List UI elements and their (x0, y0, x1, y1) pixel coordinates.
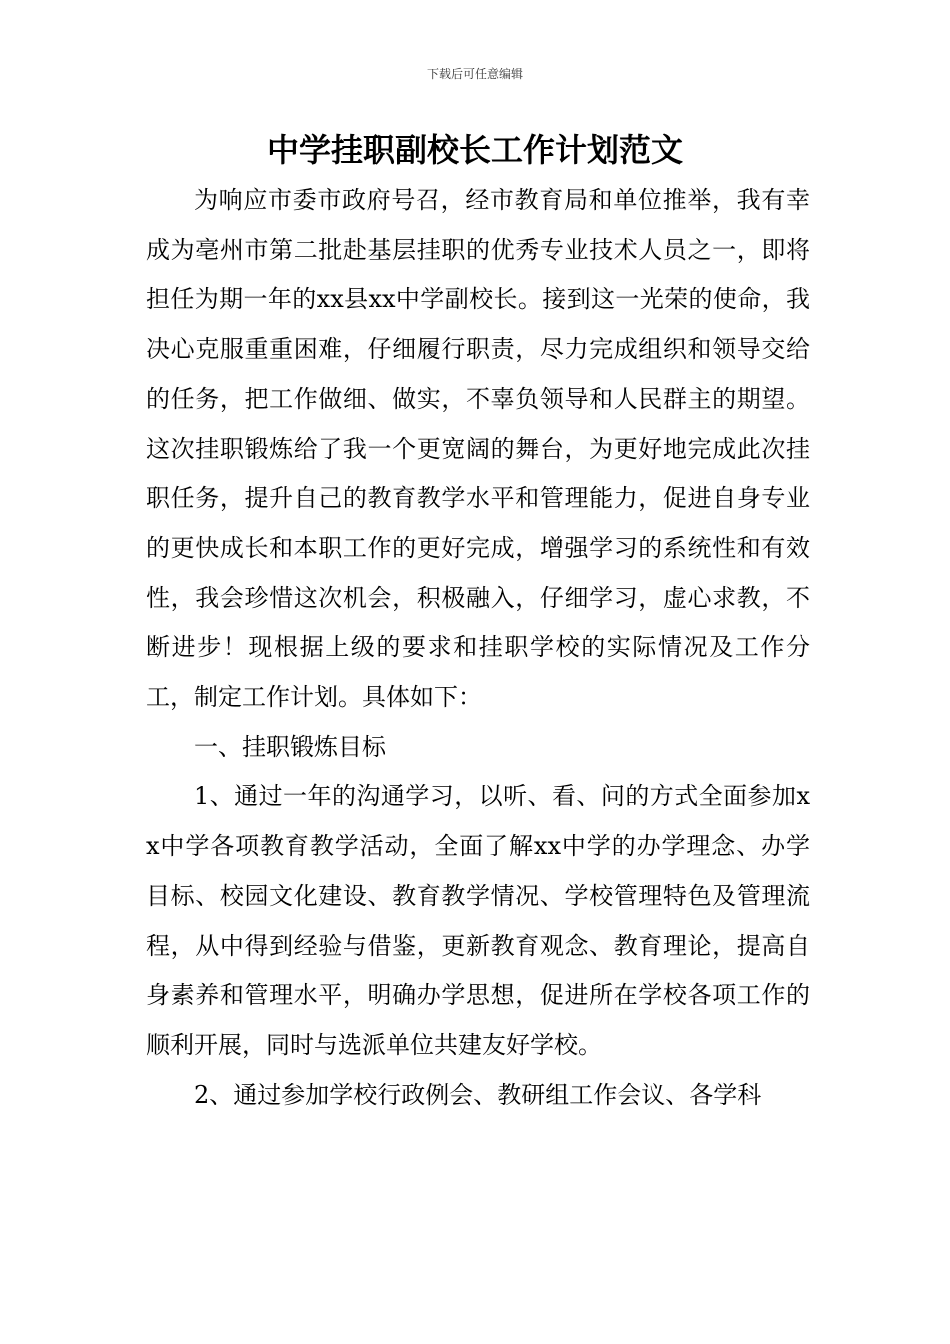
document-body (146, 176, 810, 1120)
paragraph-intro: 为响应市委市政府号召，经市教育局和单位推举，我有幸成为亳州市第二批赴基层挂职的优秀专业技术人员之一，即将担任为期一年的xx县xx中学副校长。接到这一光荣的使命，我决心克服重重困难，仔细履行职责，尽力完成组织和领导交给的任务，把工作做细、做实，不辜负领导和人民群主的期望。这次挂职锻炼给了我一个更宽阔的舞台，为更好地完成此次挂职任务，提升自己的教育教学水平和管理能力，促进自身专业的更快成长和本职工作的更好完成，增强学习的系统性和有效性，我会珍惜这次机会，积极融入，仔细学习，虚心求教，不断进步！现根据上级的要求和挂职学校的实际情况及工作分工，制定工作计划。具体如下： (146, 186, 810, 712)
header-note: 下载后可任意编辑 (426, 67, 523, 81)
paragraph-goal-2: 2、通过参加学校行政例会、教研组工作会议、各学科 (194, 1080, 762, 1109)
paragraph-goal-1: 1、通过一年的沟通学习，以听、看、问的方式全面参加xx中学各项教育教学活动，全面了解xx中学的办学理念、办学目标、校园文化建设、教育教学情况、学校管理特色及管理流程，从中得到经验与借鉴，更新教育观念、教育理论，提高自身素养和管理水平，明确办学思想，促进所在学校各项工作的顺利开展，同时与选派单位共建友好学校。 (146, 782, 810, 1059)
document-title: 中学挂职副校长工作计划范文 (266, 131, 683, 169)
section-heading-goals: 一、挂职锻炼目标 (194, 732, 386, 761)
